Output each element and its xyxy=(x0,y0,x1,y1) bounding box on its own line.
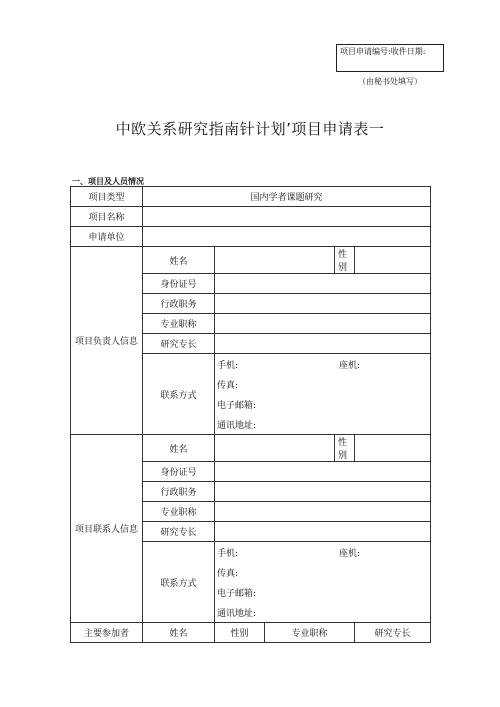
project-type-label: 项目类型 xyxy=(71,187,143,207)
participants-label: 主要参加者 xyxy=(71,623,143,643)
contact-name-label: 姓名 xyxy=(143,435,215,462)
contact-expertise-field[interactable] xyxy=(215,522,431,542)
leader-expertise-label: 研究专长 xyxy=(143,334,215,354)
applicant-unit-row xyxy=(71,227,431,247)
project-name-row xyxy=(71,207,431,227)
participants-col-title: 专业职称 xyxy=(265,623,355,643)
leader-gender-field[interactable] xyxy=(355,247,431,274)
leader-email-label: 电子邮箱: xyxy=(217,400,257,411)
leader-expertise-field[interactable] xyxy=(215,334,431,354)
leader-landline-label: 座机: xyxy=(339,360,361,371)
contact-admin-post-label: 行政职务 xyxy=(143,482,215,502)
contact-contact-field[interactable] xyxy=(215,542,431,623)
leader-id-label: 身份证号 xyxy=(143,274,215,294)
project-name-label: 项目名称 xyxy=(71,207,143,227)
secretariat-fill-note: （由秘书处填写） xyxy=(358,77,422,86)
leader-address-label: 通讯地址: xyxy=(217,420,257,431)
contact-fax-label: 传真: xyxy=(217,568,239,579)
project-type-value[interactable]: 国内学者课题研究 xyxy=(143,187,431,207)
contact-gender-label: 性别 xyxy=(335,435,355,462)
leader-name-row xyxy=(71,247,431,274)
contact-prof-title-field[interactable] xyxy=(215,502,431,522)
project-type-row xyxy=(71,187,431,207)
project-name-field[interactable] xyxy=(143,207,431,227)
contact-admin-post-field[interactable] xyxy=(215,482,431,502)
participants-col-gender: 性别 xyxy=(215,623,265,643)
leader-admin-post-field[interactable] xyxy=(215,294,431,314)
contact-name-field[interactable] xyxy=(215,435,335,462)
application-form-table xyxy=(70,186,431,643)
application-number-box xyxy=(336,44,444,72)
contact-section-label: 项目联系人信息 xyxy=(71,435,143,623)
participants-col-expertise: 研究专长 xyxy=(355,623,431,643)
contact-prof-title-label: 专业职称 xyxy=(143,502,215,522)
applicant-unit-label: 申请单位 xyxy=(71,227,143,247)
contact-email-label: 电子邮箱: xyxy=(217,588,257,599)
contact-id-label: 身份证号 xyxy=(143,462,215,482)
contact-contact-label: 联系方式 xyxy=(143,542,215,623)
leader-fax-label: 传真: xyxy=(217,380,239,391)
leader-mobile-label: 手机: xyxy=(217,360,239,371)
applicant-unit-field[interactable] xyxy=(143,227,431,247)
leader-prof-title-field[interactable] xyxy=(215,314,431,334)
page-title: 中欧关系研究指南针计划’项目申请表一 xyxy=(115,120,385,138)
participants-header-row xyxy=(71,623,431,643)
leader-admin-post-label: 行政职务 xyxy=(143,294,215,314)
leader-contact-field[interactable] xyxy=(215,354,431,435)
contact-gender-field[interactable] xyxy=(355,435,431,462)
leader-id-field[interactable] xyxy=(215,274,431,294)
leader-section-label: 项目负责人信息 xyxy=(71,247,143,435)
contact-id-field[interactable] xyxy=(215,462,431,482)
contact-mobile-label: 手机: xyxy=(217,548,239,559)
contact-landline-label: 座机: xyxy=(339,548,361,559)
participants-col-name: 姓名 xyxy=(143,623,215,643)
contact-address-label: 通讯地址: xyxy=(217,608,257,619)
section-title: 一、项目及人员情况 xyxy=(72,177,144,186)
contact-expertise-label: 研究专长 xyxy=(143,522,215,542)
leader-gender-label: 性别 xyxy=(335,247,355,274)
application-number-text: 项目申请编号:收件日期: xyxy=(340,47,426,56)
leader-prof-title-label: 专业职称 xyxy=(143,314,215,334)
leader-name-label: 姓名 xyxy=(143,247,215,274)
contact-name-row xyxy=(71,435,431,462)
leader-contact-label: 联系方式 xyxy=(143,354,215,435)
leader-name-field[interactable] xyxy=(215,247,335,274)
